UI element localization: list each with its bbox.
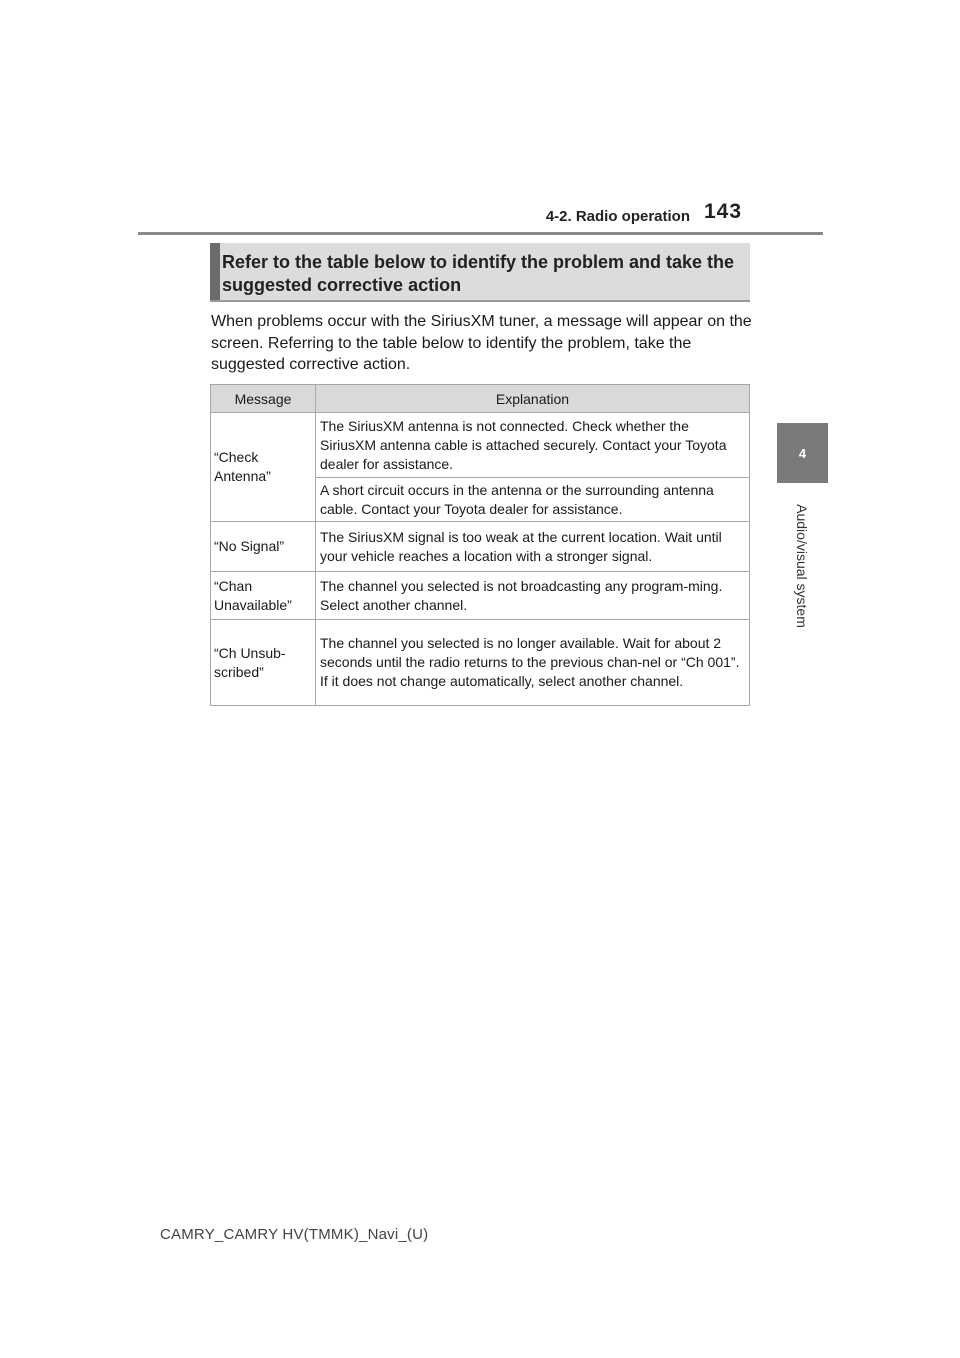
heading-accent-bar [210, 243, 220, 300]
chapter-tab: 4 [777, 423, 828, 483]
message-table [210, 384, 750, 706]
heading-text: Refer to the table below to identify the problem and take the suggested corrective action [222, 252, 735, 295]
header-message: Message [211, 385, 316, 413]
header-explanation: Explanation [316, 385, 750, 413]
message-cell: “Check Antenna” [211, 413, 316, 522]
table-row [211, 572, 750, 620]
explanation-cell: The channel you selected is no longer available. Wait for about 2 seconds until the radio returns to the previous chan-nel or “Ch 001”. If it does not change automatically, select another channel. [316, 620, 750, 706]
table-row [211, 620, 750, 706]
message-cell: “Chan Unavailable” [211, 572, 316, 620]
message-cell: “Ch Unsub-scribed” [211, 620, 316, 706]
footer-model-code: CAMRY_CAMRY HV(TMMK)_Navi_(U) [160, 1226, 429, 1243]
header-divider [138, 232, 823, 235]
heading-box [210, 243, 750, 302]
intro-paragraph: When problems occur with the SiriusXM tuner, a message will appear on the screen. Referring to the table below to identify the problem, take the suggested corrective action. [211, 313, 752, 373]
page-number: 143 [704, 200, 743, 223]
table-header-row [211, 385, 750, 413]
section-title: 4-2. Radio operation [545, 208, 690, 225]
explanation-cell: A short circuit occurs in the antenna or the surrounding antenna cable. Contact your Toyota dealer for assistance. [316, 478, 750, 522]
table-row [211, 522, 750, 572]
message-cell: “No Signal” [211, 522, 316, 572]
explanation-cell: The SiriusXM antenna is not connected. Check whether the SiriusXM antenna cable is attached securely. Contact your Toyota dealer for assistance. [316, 413, 750, 478]
chapter-label: Audio/visual system [794, 504, 810, 628]
explanation-cell: The channel you selected is not broadcasting any program-ming. Select another channel. [316, 572, 750, 620]
table-row [211, 413, 750, 478]
explanation-cell: The SiriusXM signal is too weak at the current location. Wait until your vehicle reaches a location with a stronger signal. [316, 522, 750, 572]
